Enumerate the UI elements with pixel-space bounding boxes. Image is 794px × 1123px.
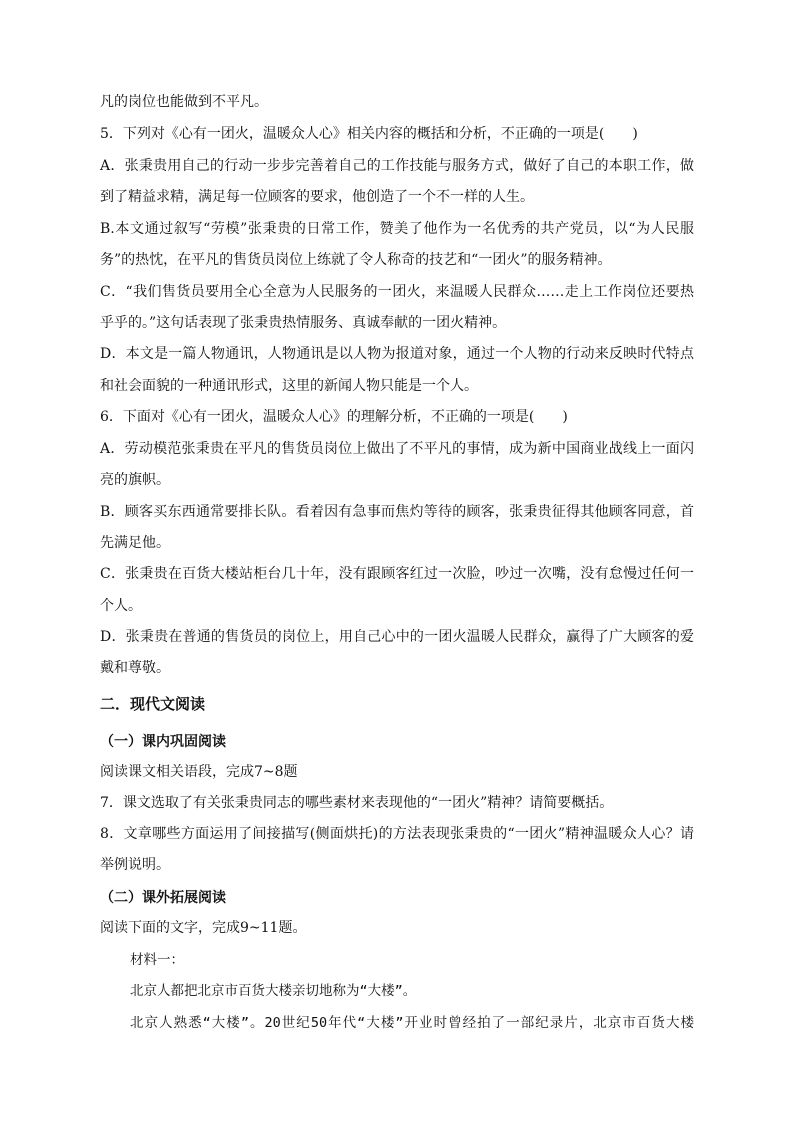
option-6b: B．顾客买东西通常要排长队。看着因有急事而焦灼等待的顾客，张秉贵征得其他顾客同意，首 bbox=[100, 504, 694, 520]
subsection-heading: （二）课外拓展阅读 bbox=[100, 890, 226, 906]
option-5a: A．张秉贵用自己的行动一步步完善着自己的工作技能与服务方式，做好了自己的本职工作，做 bbox=[100, 158, 694, 174]
option-6c: C．张秉贵在百货大楼站柜台几十年，没有跟顾客红过一次脸，吵过一次嘴，没有怠慢过任何一 bbox=[100, 566, 694, 582]
option-5c: C．“我们售货员要用全心全意为人民服务的一团火，来温暖人民群众……走上工作岗位还要热 bbox=[100, 284, 694, 300]
question-7: 7．课文选取了有关张秉贵同志的哪些素材来表现他的“一团火”精神？请简要概括。 bbox=[100, 795, 614, 811]
option-6d: D．张秉贵在普通的售货员的岗位上，用自己心中的一团火温暖人民群众，赢得了广大顾客的爱 bbox=[100, 629, 694, 645]
material-text: 北京人熟悉“大楼”。20世纪50年代“大楼”开业时曾经拍了一部纪录片，北京市百货大楼 bbox=[130, 1015, 694, 1031]
question-6: 6．下面对《心有一团火，温暖众人心》的理解分析，不正确的一项是( ) bbox=[100, 409, 568, 425]
question-5: 5．下列对《心有一团火，温暖众人心》相关内容的概括和分析，不正确的一项是( ) bbox=[100, 126, 638, 142]
text-line: 务”的热忱，在平凡的售货员岗位上练就了令人称奇的技艺和“一团火”的服务精神。 bbox=[100, 252, 612, 268]
option-5d: D．本文是一篇人物通讯，人物通讯是以人物为报道对象，通过一个人物的行动来反映时代特点 bbox=[100, 346, 694, 362]
section-heading: 二．现代文阅读 bbox=[100, 695, 206, 713]
text-line: 举例说明。 bbox=[100, 857, 170, 873]
text-line: 和社会面貌的一种通讯形式，这里的新闻人物只能是一个人。 bbox=[100, 378, 478, 394]
text-line: 先满足他。 bbox=[100, 535, 170, 551]
question-8: 8．文章哪些方面运用了间接描写(侧面烘托)的方法表现张秉贵的“一团火”精神温暖众人心？请 bbox=[100, 826, 694, 842]
material-label: 材料一： bbox=[130, 952, 184, 968]
subsection-heading: （一）课内巩固阅读 bbox=[100, 734, 226, 750]
text-line: 阅读课文相关语段，完成7~8题 bbox=[100, 764, 298, 780]
text-line: 乎乎的。”这句话表现了张秉贵热情服务、真诚奉献的一团火精神。 bbox=[100, 315, 507, 331]
option-6a: A．劳动模范张秉贵在平凡的售货员岗位上做出了不平凡的事情，成为新中国商业战线上一面闪 bbox=[100, 441, 694, 457]
material-text: 北京人都把北京市百货大楼亲切地称为“大楼”。 bbox=[130, 983, 417, 999]
text-line: 到了精益求精，满足每一位顾客的要求，他创造了一个不一样的人生。 bbox=[100, 189, 534, 205]
text-line: 戴和尊敬。 bbox=[100, 660, 170, 676]
text-line: 阅读下面的文字，完成9~11题。 bbox=[100, 920, 307, 936]
text-line: 凡的岗位也能做到不平凡。 bbox=[100, 94, 268, 110]
option-5b: B.本文通过叙写“劳模”张秉贵的日常工作，赞美了他作为一名优秀的共产党员，以“为人民服 bbox=[100, 221, 694, 237]
text-line: 亮的旗帜。 bbox=[100, 472, 170, 488]
text-line: 个人。 bbox=[100, 598, 142, 614]
